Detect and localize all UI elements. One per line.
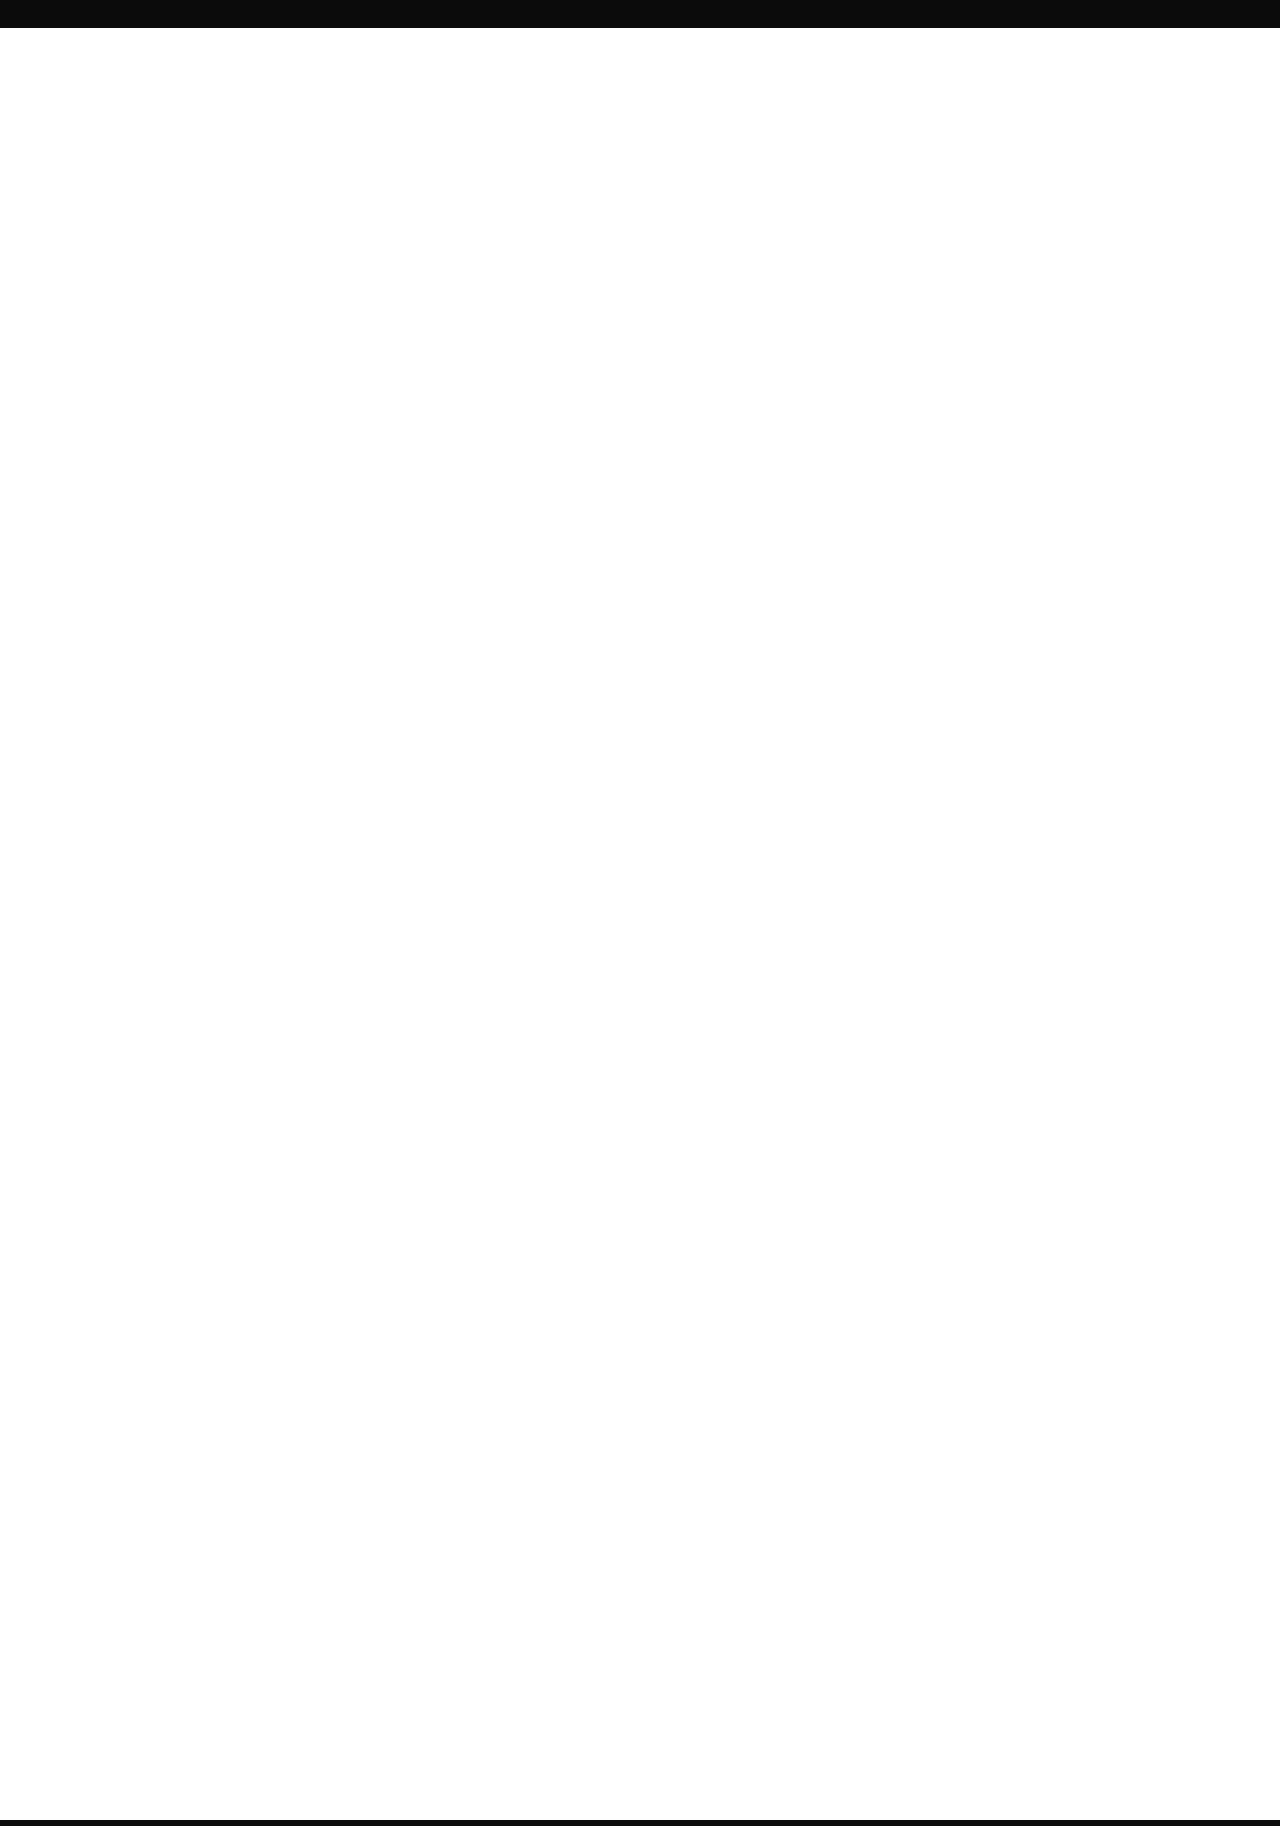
footer-title-text	[632, 1796, 648, 1818]
top-lace-ornament	[0, 0, 1280, 124]
top-lace-border	[0, 0, 1280, 124]
footer-title	[0, 1796, 1280, 1824]
